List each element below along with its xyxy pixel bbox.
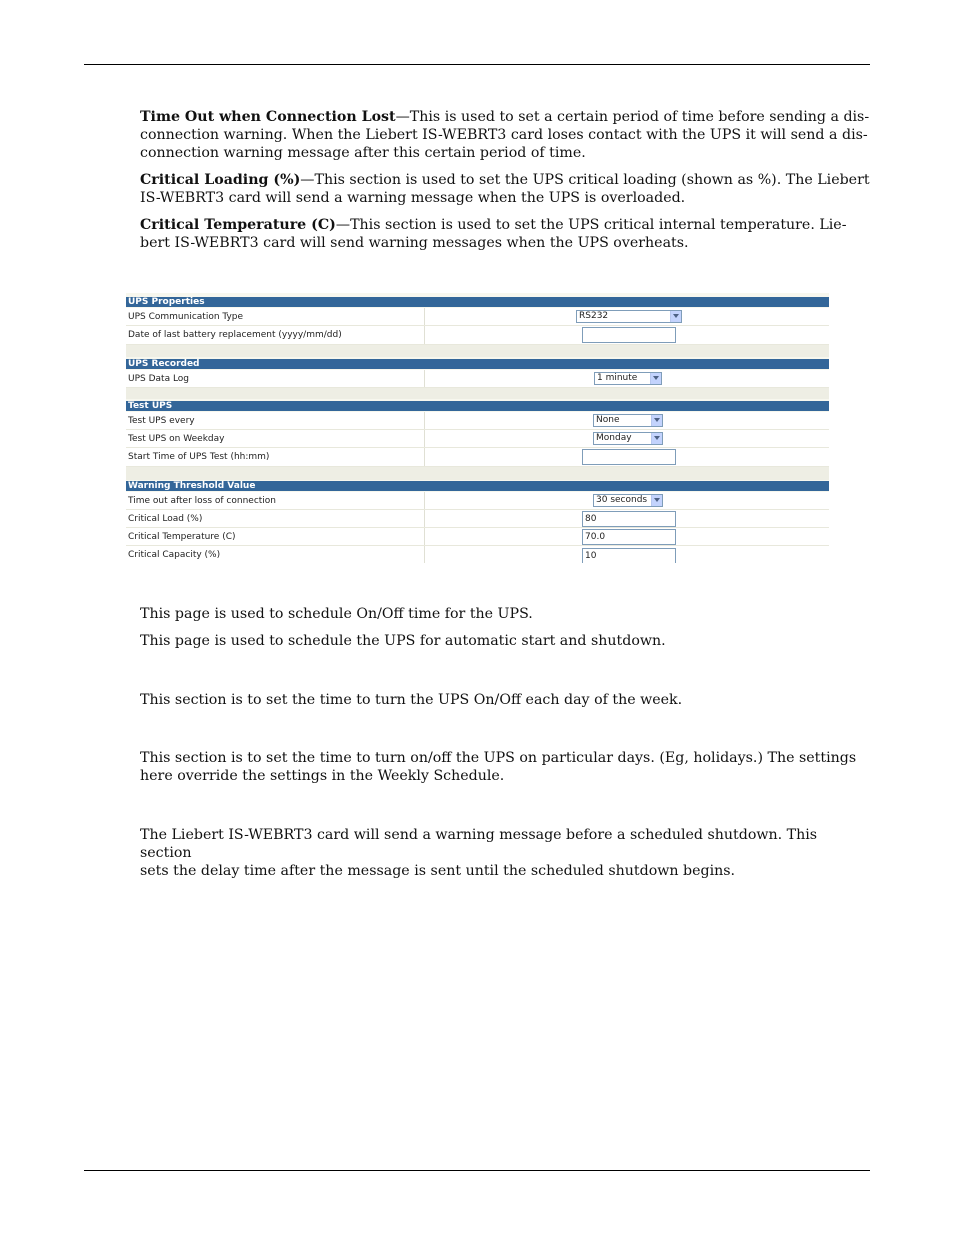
test-weekday-label: Test UPS on Weekday (128, 430, 425, 447)
chevron-down-icon (670, 311, 681, 322)
comm-type-row (126, 308, 829, 326)
comm-type-value: RS232 (579, 311, 609, 321)
specific-date-paragraph (140, 749, 870, 785)
timeout-select[interactable] (593, 494, 663, 507)
critical-loading-paragraph (140, 171, 870, 207)
test-start-row (126, 448, 829, 467)
critical-temperature-row (126, 528, 829, 546)
test-every-label: Test UPS every (128, 412, 425, 429)
critical-capacity-row (126, 546, 829, 563)
critical-temperature-label: Critical Temperature (C) (128, 528, 425, 545)
critical-temperature-paragraph (140, 216, 870, 252)
timeout-title: Time Out when Connection Lost (140, 109, 396, 125)
comm-type-label: UPS Communication Type (128, 308, 425, 325)
chevron-down-icon (651, 433, 662, 444)
shutdown-warning-paragraph (140, 826, 870, 880)
critical-temperature-text-1: —This section is used to set the UPS critical internal temperature. Lie- (335, 217, 847, 233)
timeout-label: Time out after loss of connection (128, 492, 425, 509)
test-weekday-row (126, 430, 829, 448)
critical-loading-text-2: IS-WEBRT3 card will send a warning message when the UPS is overloaded. (140, 190, 686, 206)
chevron-down-icon (650, 373, 661, 384)
form-gap (126, 345, 829, 357)
critical-loading-title: Critical Loading (%) (140, 172, 301, 188)
ups-settings-form (126, 293, 829, 563)
shutdown-warning-text-2: sets the delay time after the message is sent until the scheduled shutdown begins. (140, 863, 736, 879)
critical-capacity-input[interactable]: 10 (582, 548, 676, 563)
form-gap (126, 467, 829, 480)
critical-load-row (126, 510, 829, 528)
warning-threshold-header: Warning Threshold Value (126, 481, 829, 491)
critical-temperature-input[interactable]: 70.0 (582, 529, 676, 545)
footer-rule (84, 1170, 870, 1171)
timeout-text-1: —This is used to set a certain period of time before sending a dis- (395, 109, 870, 125)
data-log-row (126, 370, 829, 388)
specific-date-text-1: This section is to set the time to turn on/off the UPS on particular days. (Eg, holidays.) The settings (140, 750, 857, 766)
data-log-value: 1 minute (597, 373, 638, 383)
schedule-paragraph-1: This page is used to schedule On/Off time for the UPS. (140, 606, 533, 622)
weekly-schedule-paragraph: This section is to set the time to turn the UPS On/Off each day of the week. (140, 692, 683, 708)
battery-date-input[interactable] (582, 327, 676, 343)
test-weekday-value: Monday (596, 433, 632, 443)
critical-loading-text-1: —This section is used to set the UPS critical loading (shown as %). The Liebert (300, 172, 870, 188)
critical-load-label: Critical Load (%) (128, 510, 425, 527)
chevron-down-icon (651, 495, 662, 506)
critical-temperature-title: Critical Temperature (C) (140, 217, 336, 233)
timeout-paragraph (140, 108, 870, 162)
ups-recorded-header: UPS Recorded (126, 359, 829, 369)
timeout-text-2: connection warning. When the Liebert IS-WEBRT3 card loses contact with the UPS it will send a dis- (140, 127, 868, 143)
data-log-select[interactable] (594, 372, 662, 385)
test-start-label: Start Time of UPS Test (hh:mm) (128, 448, 425, 466)
battery-date-row (126, 326, 829, 345)
ups-properties-header: UPS Properties (126, 297, 829, 307)
test-ups-header: Test UPS (126, 401, 829, 411)
critical-load-input[interactable]: 80 (582, 511, 676, 527)
critical-capacity-label: Critical Capacity (%) (128, 546, 425, 563)
chevron-down-icon (651, 415, 662, 426)
test-every-select[interactable] (593, 414, 663, 427)
test-every-row (126, 412, 829, 430)
timeout-text-3: connection warning message after this certain period of time. (140, 145, 586, 161)
header-rule (84, 64, 870, 65)
test-weekday-select[interactable] (593, 432, 663, 445)
battery-date-label: Date of last battery replacement (yyyy/mm/dd) (128, 326, 425, 344)
form-gap (126, 388, 829, 399)
test-start-input[interactable] (582, 449, 676, 465)
critical-temperature-text-2: bert IS-WEBRT3 card will send warning messages when the UPS overheats. (140, 235, 689, 251)
timeout-row (126, 492, 829, 510)
timeout-value: 30 seconds (596, 495, 648, 505)
test-every-value: None (596, 415, 620, 425)
schedule-paragraph-2: This page is used to schedule the UPS for automatic start and shutdown. (140, 633, 666, 649)
shutdown-warning-text-1: The Liebert IS-WEBRT3 card will send a warning message before a scheduled shutdown. This section (140, 827, 818, 861)
comm-type-select[interactable] (576, 310, 682, 323)
data-log-label: UPS Data Log (128, 370, 425, 387)
specific-date-text-2: here override the settings in the Weekly Schedule. (140, 768, 505, 784)
